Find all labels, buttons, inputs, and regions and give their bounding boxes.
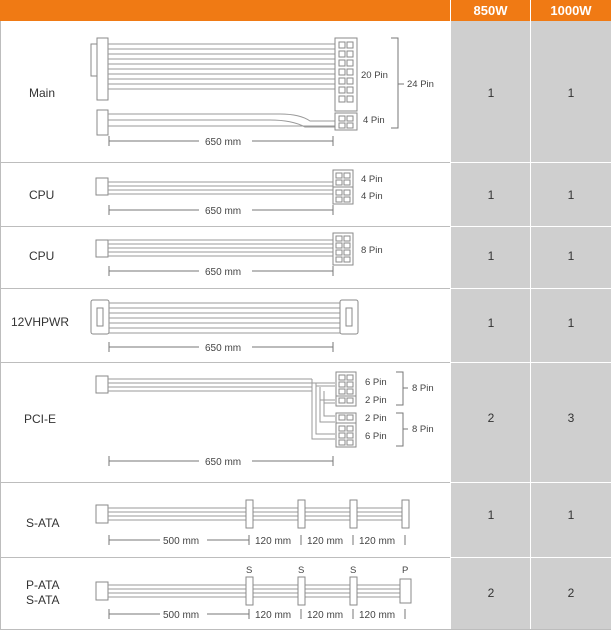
header-850w: 850W — [451, 0, 530, 21]
pcie-2pin-label-b: 2 Pin — [365, 413, 387, 424]
sata-850w-count: 1 — [487, 508, 495, 522]
sata-length-500: 500 mm — [163, 536, 200, 547]
12vhpwr-1000w-count: 1 — [567, 316, 575, 330]
12vhpwr-850w-count: 1 — [487, 316, 495, 330]
cpu8-1000w-count: 1 — [567, 249, 575, 263]
sata-connector-2 — [298, 500, 305, 528]
pata-length-500: 500 mm — [163, 610, 200, 621]
row-label-pata: P-ATA — [26, 578, 60, 592]
cpu44-1000w-count: 1 — [567, 188, 575, 202]
cpu44-cable-diagram — [96, 170, 383, 217]
main-4pin-connector — [335, 113, 357, 130]
main-1000w-count: 1 — [567, 86, 575, 100]
main-4pin-label: 4 Pin — [363, 115, 385, 126]
sata-left-connector — [96, 505, 108, 523]
main-850w-count: 1 — [487, 86, 495, 100]
cpu8-cable-diagram — [96, 233, 383, 278]
12vhpwr-length-label: 650 mm — [205, 343, 242, 354]
pata-length-120-c: 120 mm — [359, 610, 396, 621]
12vhpwr-cable-diagram — [91, 300, 358, 354]
pata-letter-s3: S — [350, 565, 357, 576]
sata-cable-diagram — [96, 500, 409, 547]
sata-connector-1 — [246, 500, 253, 528]
cpu44-length-label: 650 mm — [205, 206, 242, 217]
main-length-label: 650 mm — [205, 137, 242, 148]
pata-cable-diagram — [96, 565, 411, 621]
sata-1000w-count: 1 — [567, 508, 575, 522]
main-left-4pin-connector — [97, 110, 108, 135]
main-24pin-label: 24 Pin — [407, 79, 434, 90]
pcie-length-label: 650 mm — [205, 457, 242, 468]
row-label-main: Main — [29, 86, 56, 100]
row-label-pcie: PCI-E — [24, 412, 57, 426]
main-left-connector — [97, 38, 108, 100]
pata-length-120-b: 120 mm — [307, 610, 344, 621]
row-label-cpu-4-4: CPU — [29, 188, 55, 202]
pata-left-connector — [96, 582, 108, 600]
header-1000w: 1000W — [531, 0, 611, 21]
pcie-2pin-label-a: 2 Pin — [365, 395, 387, 406]
pata-letter-s2: S — [298, 565, 305, 576]
cpu8-pin-label: 8 Pin — [361, 245, 383, 256]
cpu8-left-connector — [96, 240, 108, 257]
pcie-left-connector — [96, 376, 108, 393]
pata-length-120-a: 120 mm — [255, 610, 292, 621]
row-label-cpu-8: CPU — [29, 249, 55, 263]
main-20pin-connector — [335, 38, 357, 111]
pata-molex-connector — [400, 579, 411, 603]
pata-sata-connector-3 — [350, 577, 357, 605]
pata-1000w-count: 2 — [567, 586, 575, 600]
pcie-1000w-count: 3 — [567, 411, 575, 425]
sata-connector-4 — [402, 500, 409, 528]
sata-length-120-b: 120 mm — [307, 536, 344, 547]
row-label-pata-sata: S-ATA — [26, 593, 60, 607]
pata-letter-p: P — [402, 565, 409, 576]
pcie-cable-diagram — [96, 372, 434, 468]
pcie-8pin-group-label-a: 8 Pin — [412, 383, 434, 394]
cpu44-left-connector — [96, 178, 108, 195]
cpu8-length-label: 650 mm — [205, 267, 242, 278]
pata-letter-s1: S — [246, 565, 253, 576]
pcie-8pin-group-label-b: 8 Pin — [412, 424, 434, 435]
main-cable-diagram — [91, 38, 434, 148]
cpu44-pin-label-b: 4 Pin — [361, 191, 383, 202]
cpu44-850w-count: 1 — [487, 188, 495, 202]
pata-850w-count: 2 — [487, 586, 495, 600]
cpu44-pin-label-a: 4 Pin — [361, 174, 383, 185]
row-label-12vhpwr: 12VHPWR — [11, 315, 70, 329]
sata-length-120-c: 120 mm — [359, 536, 396, 547]
sata-length-120-a: 120 mm — [255, 536, 292, 547]
main-20pin-label: 20 Pin — [361, 70, 388, 81]
pata-sata-connector-2 — [298, 577, 305, 605]
pcie-850w-count: 2 — [487, 411, 495, 425]
pata-sata-connector-1 — [246, 577, 253, 605]
pcie-6pin-label-a: 6 Pin — [365, 377, 387, 388]
sata-connector-3 — [350, 500, 357, 528]
cpu8-850w-count: 1 — [487, 249, 495, 263]
row-label-sata: S-ATA — [26, 516, 60, 530]
pcie-6pin-label-b: 6 Pin — [365, 431, 387, 442]
